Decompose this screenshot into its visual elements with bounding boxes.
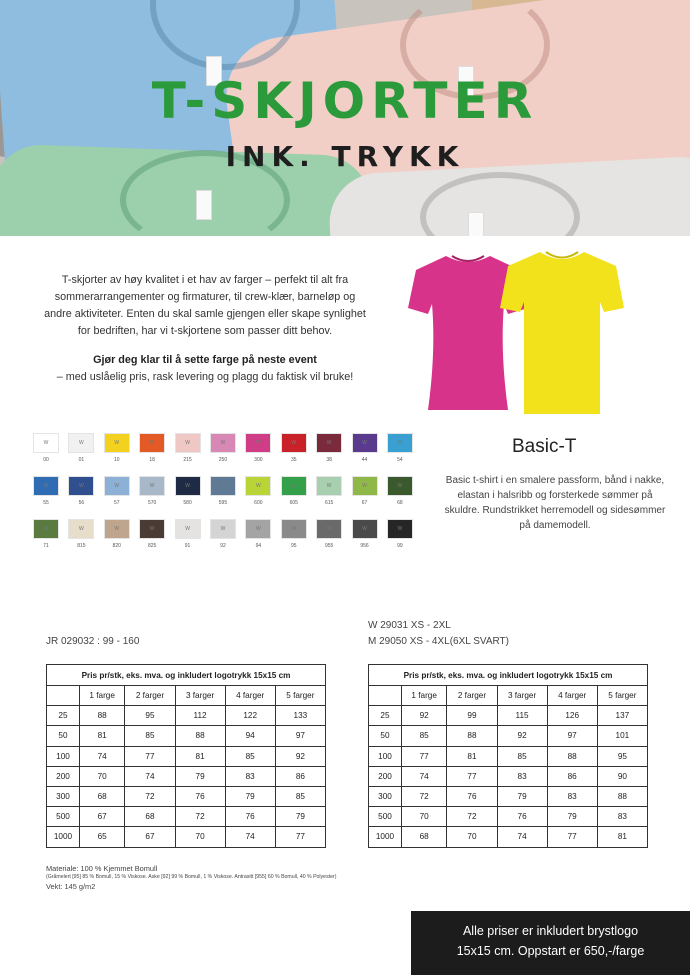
price-cell: 133 <box>275 706 325 726</box>
table-row <box>369 726 648 746</box>
color-code-label: 71 <box>43 543 49 549</box>
price-cell: 86 <box>275 766 325 786</box>
swatch-w-label: W <box>185 526 190 532</box>
color-code-label: 38 <box>326 457 332 463</box>
color-swatch-chip <box>281 433 307 453</box>
material-line: Materiale: 100 % Kjemmet Bomull <box>46 864 158 873</box>
price-table-title: Pris pr/stk, eks. mva. og inkludert logotrykk 15x15 cm <box>47 665 326 686</box>
quantity-cell: 1000 <box>369 827 402 847</box>
material-info <box>46 864 376 892</box>
color-swatch-chip <box>104 476 130 496</box>
price-cell: 97 <box>275 726 325 746</box>
table-row <box>47 766 326 786</box>
color-swatch-35 <box>281 433 307 463</box>
quantity-cell: 50 <box>47 726 80 746</box>
color-swatch-615 <box>316 476 342 506</box>
price-cell: 83 <box>597 807 647 827</box>
color-swatch-10 <box>104 433 130 463</box>
article-ref-men: M 29050 XS - 4XL(6XL SVART) <box>368 636 509 647</box>
table-row <box>369 807 648 827</box>
price-cell: 81 <box>597 827 647 847</box>
price-note-line-2: 15x15 cm. Oppstart er 650,-/farge <box>456 944 645 958</box>
color-swatch-chip <box>175 519 201 539</box>
table-row <box>369 706 648 726</box>
color-code-label: 35 <box>290 457 297 463</box>
price-cell: 67 <box>79 807 124 827</box>
color-code-label: 18 <box>149 457 155 463</box>
swatch-w-label: W <box>114 483 120 489</box>
price-cell: 95 <box>125 706 175 726</box>
table-header-cell: 4 farger <box>547 686 597 706</box>
color-swatch-600 <box>245 476 271 506</box>
color-swatch-18 <box>139 433 165 463</box>
price-cell: 65 <box>79 827 124 847</box>
product-name: Basic-T <box>512 436 577 457</box>
price-cell: 88 <box>597 786 647 806</box>
table-row <box>47 726 326 746</box>
yellow-tshirt-image <box>500 248 624 416</box>
color-swatch-68 <box>387 476 413 506</box>
price-cell: 81 <box>79 726 124 746</box>
price-cell: 83 <box>547 786 597 806</box>
swatch-w-label: W <box>114 440 120 446</box>
price-cell: 70 <box>79 766 124 786</box>
color-swatch-94 <box>245 519 271 549</box>
price-cell: 88 <box>547 746 597 766</box>
swatch-w-label: W <box>185 483 190 489</box>
color-row <box>33 519 423 549</box>
swatch-w-label: W <box>291 440 297 446</box>
price-cell: 115 <box>497 706 547 726</box>
color-swatch-chip <box>387 433 413 453</box>
price-cell: 88 <box>175 726 225 746</box>
price-cell: 68 <box>401 827 446 847</box>
color-code-label: 67 <box>361 500 368 506</box>
price-table-adult <box>368 664 648 848</box>
color-code-label: 92 <box>220 543 226 549</box>
table-row <box>47 746 326 766</box>
price-cell: 81 <box>175 746 225 766</box>
table-header-cell: 2 farger <box>447 686 497 706</box>
swatch-w-label: W <box>79 440 84 446</box>
price-cell: 101 <box>597 726 647 746</box>
shirt-tag <box>196 190 212 220</box>
table-header-cell <box>47 686 80 706</box>
color-swatch-01 <box>68 433 94 463</box>
price-cell: 85 <box>275 786 325 806</box>
price-cell: 74 <box>497 827 547 847</box>
price-cell: 97 <box>547 726 597 746</box>
color-swatch-580 <box>175 476 201 506</box>
quantity-cell: 1000 <box>47 827 80 847</box>
color-swatch-chip <box>139 433 165 453</box>
color-swatch-300 <box>245 433 271 463</box>
color-swatch-91 <box>175 519 201 549</box>
color-code-label: 580 <box>183 500 192 506</box>
price-cell: 112 <box>175 706 225 726</box>
table-row <box>47 807 326 827</box>
color-swatch-44 <box>352 433 378 463</box>
price-cell: 86 <box>547 766 597 786</box>
price-cell: 72 <box>447 807 497 827</box>
swatch-w-label: W <box>326 526 332 532</box>
price-cell: 85 <box>401 726 446 746</box>
color-swatch-chip <box>245 519 271 539</box>
price-cell: 79 <box>497 786 547 806</box>
quantity-cell: 500 <box>47 807 80 827</box>
swatch-w-label: W <box>114 526 120 532</box>
color-swatch-955 <box>316 519 342 549</box>
price-cell: 77 <box>447 766 497 786</box>
color-swatch-chip <box>210 433 236 453</box>
quantity-cell: 300 <box>369 786 402 806</box>
table-header-cell: 2 farger <box>125 686 175 706</box>
color-swatch-605 <box>281 476 307 506</box>
price-cell: 72 <box>401 786 446 806</box>
price-cell: 92 <box>401 706 446 726</box>
color-code-label: 54 <box>397 457 403 463</box>
quantity-cell: 50 <box>369 726 402 746</box>
color-swatch-92 <box>210 519 236 549</box>
color-code-label: 00 <box>43 457 49 463</box>
product-description: Basic t-shirt i en smalere passform, bånd i nakke, elastan i halsribb og forsterkede sømmer på skuldre. Rundstrikket herremodell og sidesømmer på damemodell. <box>444 475 666 531</box>
intro-paragraph: T-skjorter av høy kvalitet i et hav av farger – perfekt til alt fra sommerarrangementer og firmaturer, til crew-klær, barneløp og andre aktiviteter. Enten du skal samle gjengen eller skape synlighet for bedriften, har vi t-skjortene som passer ditt behov. <box>44 274 366 337</box>
quantity-cell: 100 <box>369 746 402 766</box>
price-cell: 76 <box>225 807 275 827</box>
quantity-cell: 300 <box>47 786 80 806</box>
color-code-label: 10 <box>114 457 120 463</box>
color-swatch-chip <box>139 519 165 539</box>
swatch-w-label: W <box>43 440 49 446</box>
color-code-label: 99 <box>397 543 403 549</box>
article-ref-junior: JR 029032 : 99 - 160 <box>46 636 140 647</box>
price-cell: 79 <box>275 807 325 827</box>
price-cell: 79 <box>547 807 597 827</box>
price-cell: 92 <box>497 726 547 746</box>
table-row <box>47 786 326 806</box>
color-code-label: 56 <box>78 500 85 506</box>
color-swatch-chip <box>316 433 342 453</box>
color-swatch-chip <box>175 433 201 453</box>
swatch-w-label: W <box>79 483 84 489</box>
price-cell: 83 <box>225 766 275 786</box>
price-cell: 74 <box>79 746 124 766</box>
color-code-label: 815 <box>77 543 86 549</box>
swatch-w-label: W <box>149 526 155 532</box>
price-cell: 88 <box>447 726 497 746</box>
table-header-cell: 4 farger <box>225 686 275 706</box>
price-cell: 68 <box>79 786 124 806</box>
swatch-w-label: W <box>149 440 155 446</box>
price-cell: 74 <box>125 766 175 786</box>
color-swatch-chip <box>352 519 378 539</box>
swatch-w-label: W <box>397 483 403 489</box>
swatch-w-label: W <box>43 526 49 532</box>
price-table-junior <box>46 664 326 848</box>
color-swatch-chip <box>387 476 413 496</box>
swatch-w-label: W <box>255 440 261 446</box>
price-cell: 126 <box>547 706 597 726</box>
color-swatch-chip <box>245 476 271 496</box>
price-cell: 95 <box>597 746 647 766</box>
table-row <box>369 766 648 786</box>
table-row <box>369 786 648 806</box>
color-swatch-chip <box>33 433 59 453</box>
swatch-w-label: W <box>291 483 297 489</box>
swatch-w-label: W <box>326 483 332 489</box>
swatch-w-label: W <box>79 526 84 532</box>
price-cell: 137 <box>597 706 647 726</box>
color-code-label: 55 <box>43 500 49 506</box>
table-header-cell: 3 farger <box>175 686 225 706</box>
intro-text <box>40 272 370 386</box>
swatch-w-label: W <box>291 526 297 532</box>
color-code-label: 605 <box>289 500 298 506</box>
color-swatch-grid <box>33 433 423 562</box>
price-cell: 76 <box>447 786 497 806</box>
price-cell: 79 <box>175 766 225 786</box>
color-code-label: 595 <box>218 500 228 506</box>
swatch-w-label: W <box>362 440 367 446</box>
color-code-label: 94 <box>255 543 262 549</box>
price-cell: 72 <box>175 807 225 827</box>
color-swatch-chip <box>175 476 201 496</box>
color-swatch-00 <box>33 433 59 463</box>
color-code-label: 91 <box>184 543 191 549</box>
color-swatch-250 <box>210 433 236 463</box>
article-ref-women: W 29031 XS - 2XL <box>368 620 451 631</box>
color-swatch-chip <box>352 433 378 453</box>
material-details: (Gråmelert [95] 85 % Bomull, 15 % Viskose. Aske [92] 99 % Bomull, 1 % Viskose. Antrasitt [955] 60 % Bomull, 40 % Polyester) <box>46 874 337 880</box>
color-swatch-chip <box>68 519 94 539</box>
table-header-cell: 5 farger <box>597 686 647 706</box>
quantity-cell: 500 <box>369 807 402 827</box>
product-image <box>408 248 623 418</box>
color-swatch-95 <box>281 519 307 549</box>
price-cell: 81 <box>447 746 497 766</box>
price-cell: 74 <box>401 766 446 786</box>
intro-bold-line: Gjør deg klar til å sette farge på neste event <box>93 354 317 366</box>
price-cell: 88 <box>79 706 124 726</box>
color-code-label: 615 <box>324 500 334 506</box>
price-cell: 99 <box>447 706 497 726</box>
color-swatch-99 <box>387 519 413 549</box>
table-header-cell: 5 farger <box>275 686 325 706</box>
color-swatch-56 <box>68 476 94 506</box>
color-swatch-825 <box>139 519 165 549</box>
price-cell: 68 <box>125 807 175 827</box>
color-swatch-57 <box>104 476 130 506</box>
quantity-cell: 25 <box>47 706 80 726</box>
price-cell: 72 <box>125 786 175 806</box>
color-swatch-chip <box>316 476 342 496</box>
color-swatch-chip <box>68 433 94 453</box>
table-header-cell: 1 farge <box>79 686 124 706</box>
swatch-w-label: W <box>326 440 332 446</box>
quantity-cell: 25 <box>369 706 402 726</box>
price-cell: 92 <box>275 746 325 766</box>
price-cell: 67 <box>125 827 175 847</box>
color-row <box>33 476 423 506</box>
color-swatch-chip <box>104 519 130 539</box>
swatch-w-label: W <box>220 526 226 532</box>
color-swatch-chip <box>352 476 378 496</box>
price-cell: 70 <box>175 827 225 847</box>
price-cell: 70 <box>401 807 446 827</box>
color-code-label: 250 <box>218 457 228 463</box>
table-header-row <box>369 686 648 706</box>
color-code-label: 825 <box>148 543 157 549</box>
quantity-cell: 100 <box>47 746 80 766</box>
price-cell: 77 <box>275 827 325 847</box>
color-swatch-570 <box>139 476 165 506</box>
price-cell: 83 <box>497 766 547 786</box>
swatch-w-label: W <box>255 483 261 489</box>
hero-title: T-SKJORTER <box>151 72 539 130</box>
color-code-label: 68 <box>397 500 403 506</box>
price-cell: 70 <box>447 827 497 847</box>
color-swatch-chip <box>139 476 165 496</box>
weight-line: Vekt: 145 g/m2 <box>46 881 96 891</box>
color-swatch-chip <box>210 519 236 539</box>
color-swatch-67 <box>352 476 378 506</box>
swatch-w-label: W <box>149 483 155 489</box>
swatch-w-label: W <box>362 526 367 532</box>
color-swatch-815 <box>68 519 94 549</box>
color-swatch-chip <box>104 433 130 453</box>
color-code-label: 300 <box>254 457 263 463</box>
color-code-label: 955 <box>324 543 334 549</box>
price-cell: 74 <box>225 827 275 847</box>
color-swatch-chip <box>245 433 271 453</box>
color-swatch-956 <box>352 519 378 549</box>
color-swatch-55 <box>33 476 59 506</box>
swatch-w-label: W <box>397 440 403 446</box>
price-cell: 122 <box>225 706 275 726</box>
color-code-label: 44 <box>361 457 368 463</box>
price-cell: 90 <box>597 766 647 786</box>
price-cell: 85 <box>225 746 275 766</box>
color-code-label: 600 <box>254 500 263 506</box>
color-swatch-chip <box>68 476 94 496</box>
swatch-w-label: W <box>255 526 261 532</box>
color-code-label: 01 <box>78 457 85 463</box>
color-code-label: 570 <box>148 500 157 506</box>
price-cell: 85 <box>125 726 175 746</box>
color-code-label: 95 <box>290 543 297 549</box>
color-swatch-chip <box>210 476 236 496</box>
price-note-line-1: Alle priser er inkludert brystlogo <box>462 924 639 938</box>
color-swatch-chip <box>33 476 59 496</box>
price-cell: 79 <box>225 786 275 806</box>
table-row <box>369 746 648 766</box>
price-cell: 85 <box>497 746 547 766</box>
color-swatch-215 <box>175 433 201 463</box>
table-row <box>369 827 648 847</box>
color-swatch-71 <box>33 519 59 549</box>
quantity-cell: 200 <box>47 766 80 786</box>
quantity-cell: 200 <box>369 766 402 786</box>
swatch-w-label: W <box>43 483 49 489</box>
color-swatch-54 <box>387 433 413 463</box>
swatch-w-label: W <box>362 483 367 489</box>
price-cell: 76 <box>497 807 547 827</box>
hero-banner <box>0 0 690 236</box>
price-cell: 76 <box>175 786 225 806</box>
table-row <box>47 827 326 847</box>
color-swatch-chip <box>33 519 59 539</box>
table-header-cell <box>369 686 402 706</box>
color-code-label: 215 <box>183 457 192 463</box>
price-cell: 94 <box>225 726 275 746</box>
price-table-title: Pris pr/stk, eks. mva. og inkludert logotrykk 15x15 cm <box>369 665 648 686</box>
color-code-label: 820 <box>112 543 121 549</box>
table-row <box>47 706 326 726</box>
color-swatch-chip <box>281 476 307 496</box>
table-header-cell: 1 farge <box>401 686 446 706</box>
color-row <box>33 433 423 463</box>
price-note-box <box>411 911 690 975</box>
price-cell: 77 <box>125 746 175 766</box>
shirt-tag <box>468 212 484 236</box>
swatch-w-label: W <box>397 526 403 532</box>
table-header-row <box>47 686 326 706</box>
color-code-label: 956 <box>360 543 369 549</box>
price-cell: 77 <box>547 827 597 847</box>
color-swatch-595 <box>210 476 236 506</box>
color-code-label: 57 <box>114 500 120 506</box>
color-swatch-chip <box>316 519 342 539</box>
intro-tagline: – med uslåelig pris, rask levering og plagg du faktisk vil bruke! <box>56 371 354 383</box>
swatch-w-label: W <box>185 440 190 446</box>
hero-subtitle: INK. TRYKK <box>225 140 465 173</box>
color-swatch-820 <box>104 519 130 549</box>
color-swatch-chip <box>387 519 413 539</box>
swatch-w-label: W <box>220 483 226 489</box>
color-swatch-chip <box>281 519 307 539</box>
swatch-w-label: W <box>220 440 226 446</box>
price-cell: 77 <box>401 746 446 766</box>
table-header-cell: 3 farger <box>497 686 547 706</box>
color-swatch-38 <box>316 433 342 463</box>
